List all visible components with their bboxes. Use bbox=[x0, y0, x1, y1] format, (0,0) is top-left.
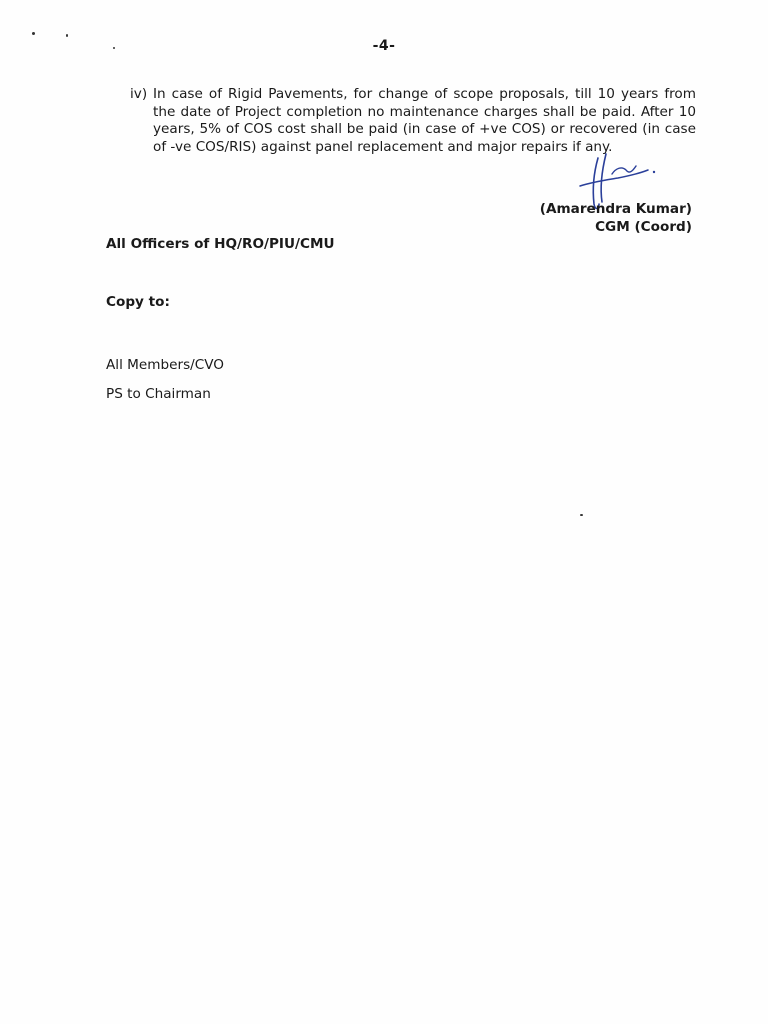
page-number: -4- bbox=[372, 38, 396, 54]
clause-text: In case of Rigid Pavements, for change of scope proposals, till 10 years from the date of Project completion no maintenance charges shall be paid. After 10 years, 5% of COS cost shall be paid (in case of +ve COS) or recovered (in case of -ve COS/RIS) against panel replacement and major repairs if any. bbox=[153, 86, 696, 155]
signatory-designation: CGM (Coord) bbox=[595, 219, 692, 235]
clause-iv bbox=[130, 86, 696, 156]
scan-speck bbox=[32, 32, 35, 35]
copy-recipient: All Members/CVO bbox=[106, 357, 225, 373]
scan-speck bbox=[66, 34, 68, 37]
copy-to-list bbox=[106, 351, 224, 409]
copy-to-heading: Copy to: bbox=[106, 294, 170, 310]
addressee: All Officers of HQ/RO/PIU/CMU bbox=[106, 236, 335, 252]
signatory-block bbox=[540, 200, 692, 236]
copy-recipient: PS to Chairman bbox=[106, 386, 211, 402]
scan-speck bbox=[580, 514, 583, 516]
signatory-name: (Amarendra Kumar) bbox=[539, 201, 692, 217]
clause-marker: iv) bbox=[130, 86, 148, 102]
